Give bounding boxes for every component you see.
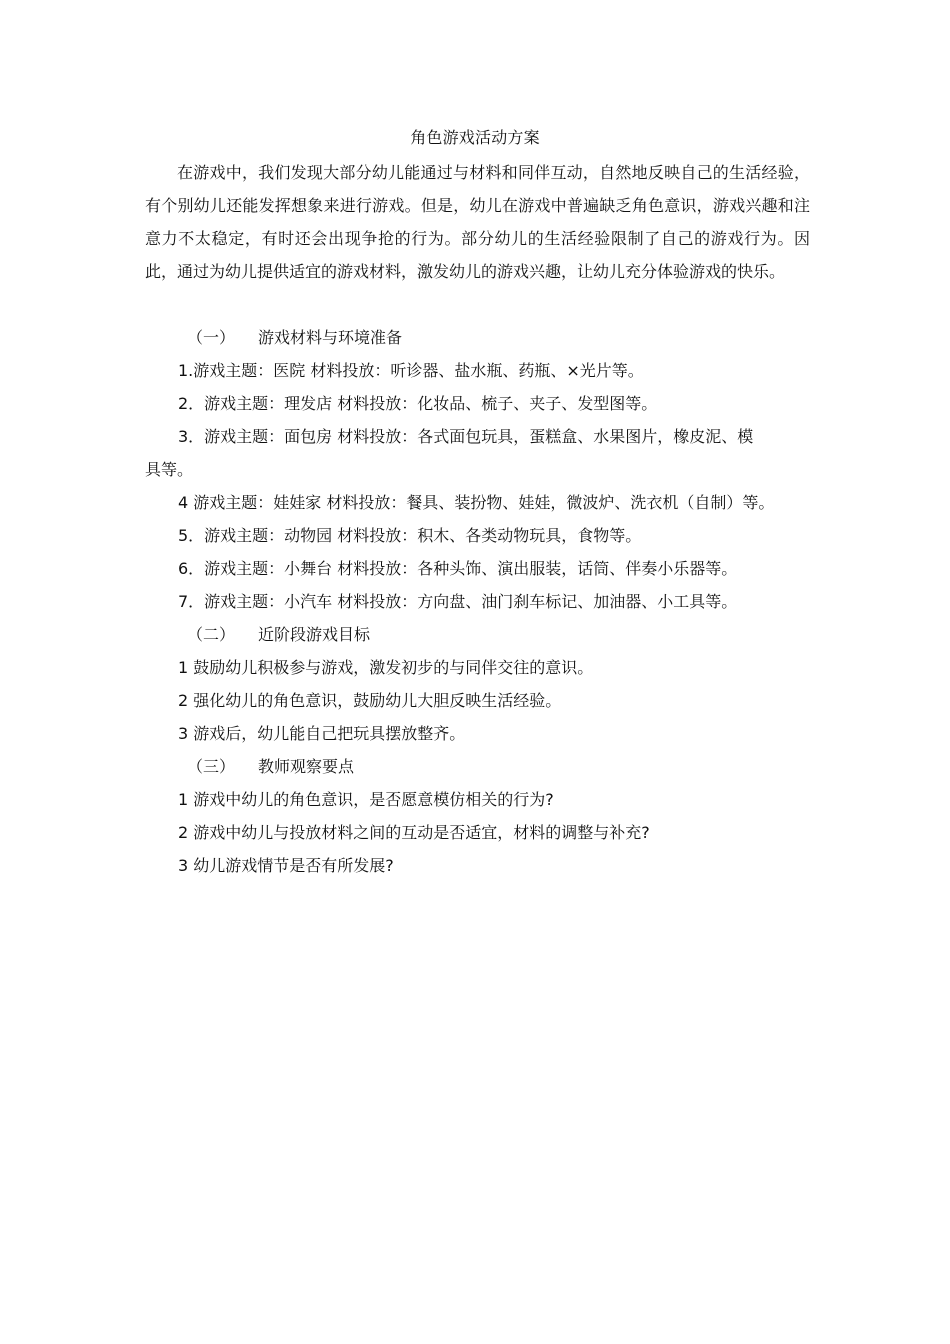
document-title: 角色游戏活动方案	[410, 128, 540, 147]
section-heading-goals	[187, 624, 370, 646]
list-item: 7．游戏主题：小汽车 材料投放：方向盘、油门刹车标记、加油器、小工具等。	[178, 592, 738, 611]
list-item-text: 3．游戏主题：面包房 材料投放：各式面包玩具，蛋糕盒、水果图片，橡皮泥、模	[178, 427, 754, 446]
list-item: 1.游戏主题：医院 材料投放：听诊器、盐水瓶、药瓶、×光片等。	[178, 361, 644, 380]
list-item: 2．游戏主题：理发店 材料投放：化妆品、梳子、夹子、发型图等。	[178, 394, 658, 413]
section-title: 教师观察要点	[258, 757, 355, 776]
list-item: 4 游戏主题：娃娃家 材料投放：餐具、装扮物、娃娃，微波炉、洗衣机（自制）等。	[178, 493, 775, 512]
list-item: 1 游戏中幼儿的角色意识，是否愿意模仿相关的行为?	[178, 790, 554, 809]
section-heading-materials	[187, 327, 402, 349]
section-number: （三）	[187, 757, 236, 776]
list-item: 2 强化幼儿的角色意识，鼓励幼儿大胆反映生活经验。	[178, 691, 562, 710]
list-item: 2 游戏中幼儿与投放材料之间的互动是否适宜，材料的调整与补充?	[178, 823, 650, 842]
section-heading-observation	[187, 756, 354, 778]
section-number: （二）	[187, 625, 236, 644]
list-item	[145, 426, 810, 481]
list-item: 3 游戏后，幼儿能自己把玩具摆放整齐。	[178, 724, 466, 743]
section-number: （一）	[187, 328, 236, 347]
intro-paragraph: 在游戏中，我们发现大部分幼儿能通过与材料和同伴互动，自然地反映自己的生活经验，有个别幼儿还能发挥想象来进行游戏。但是，幼儿在游戏中普遍缺乏角色意识，游戏兴趣和注意力不太稳定，有时还会出现争抢的行为。部分幼儿的生活经验限制了自己的游戏行为。因此，通过为幼儿提供适宜的游戏材料，激发幼儿的游戏兴趣，让幼儿充分体验游戏的快乐。	[145, 163, 810, 281]
list-item-continued: 具等。	[145, 460, 194, 479]
section-title: 近阶段游戏目标	[258, 625, 371, 644]
section-title: 游戏材料与环境准备	[258, 328, 403, 347]
list-item: 5．游戏主题：动物园 材料投放：积木、各类动物玩具，食物等。	[178, 526, 642, 545]
list-item: 6．游戏主题：小舞台 材料投放：各种头饰、演出服装，话筒、伴奏小乐器等。	[178, 559, 738, 578]
list-item: 3 幼儿游戏情节是否有所发展?	[178, 856, 394, 875]
list-item: 1 鼓励幼儿积极参与游戏，激发初步的与同伴交往的意识。	[178, 658, 594, 677]
